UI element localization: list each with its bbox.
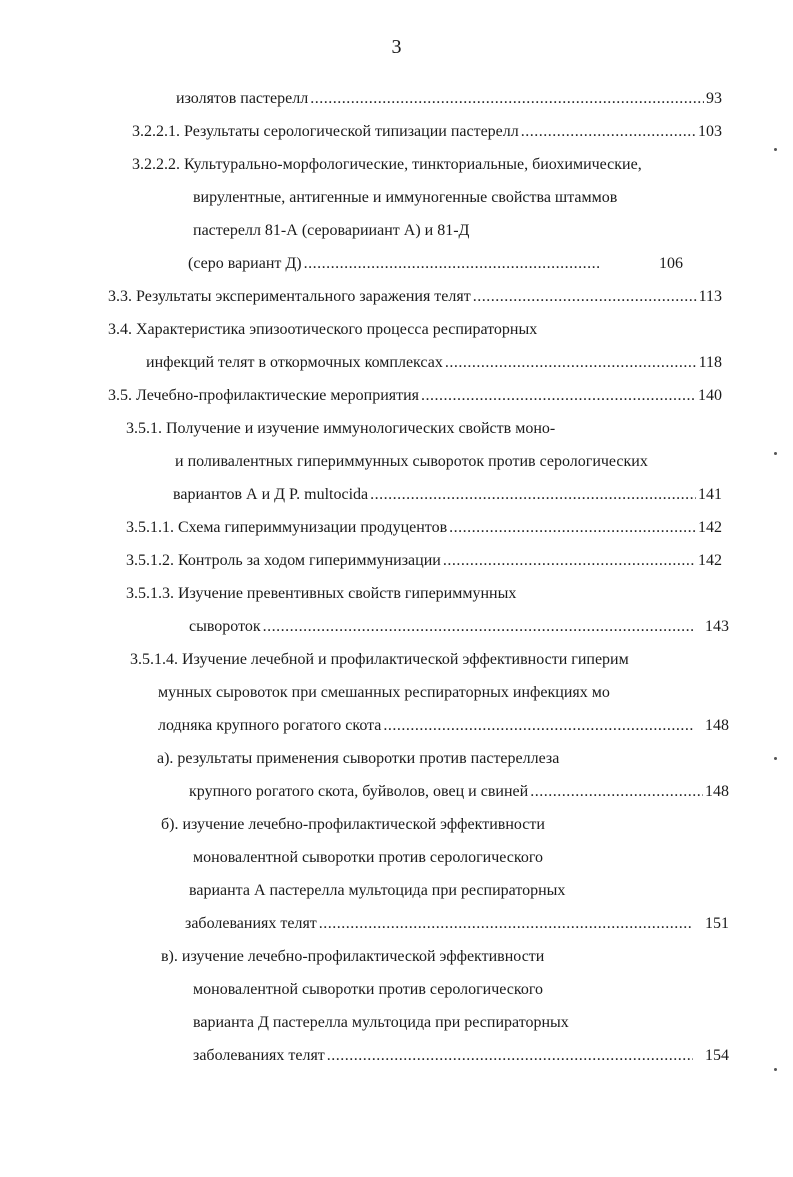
toc-leader — [327, 1045, 693, 1067]
toc-entry — [189, 616, 729, 638]
toc-entry — [132, 121, 722, 143]
toc-leader — [310, 88, 704, 110]
toc-entry — [161, 814, 545, 836]
toc-entry — [157, 748, 559, 770]
toc-leader — [445, 352, 697, 374]
toc-entry — [189, 880, 565, 902]
toc-entry-title: 3.4. Характеристика эпизоотического процесса респираторных — [108, 321, 538, 338]
scan-speck — [774, 1068, 777, 1071]
toc-entry — [176, 88, 722, 110]
toc-entry-title: а). результаты применения сыворотки против пастереллеза — [157, 750, 560, 767]
toc-page-number: 93 — [706, 90, 722, 107]
toc-page-number: 141 — [698, 486, 722, 503]
scan-speck — [774, 452, 777, 455]
toc-leader — [319, 913, 693, 935]
toc-entry — [126, 517, 722, 539]
page-number: 3 — [391, 36, 402, 58]
toc-entry-title: 3.2.2.1. Результаты серологической типизации пастерелл — [132, 123, 519, 140]
toc-page-number: 154 — [705, 1047, 729, 1064]
toc-page-number: 148 — [705, 717, 729, 734]
toc-entry — [193, 979, 543, 1001]
toc-page-number: 142 — [698, 519, 722, 536]
toc-entry-title: 3.2.2.2. Культурально-морфологические, тинкториальные, биохимические, — [132, 156, 642, 173]
toc-entry-title: 3.5.1. Получение и изучение иммунологических свойств моно- — [126, 420, 556, 437]
toc-leader — [304, 253, 599, 275]
toc-entry-title: 3.5.1.4. Изучение лечебной и профилактической эффективности гиперим — [130, 651, 629, 668]
toc-entry-title: (серо вариант Д) — [188, 255, 302, 272]
toc-entry-title: пастерелл 81-А (сероварииант А) и 81-Д — [193, 222, 470, 239]
toc-entry — [146, 352, 722, 374]
toc-entry-title: лодняка крупного рогатого скота — [158, 717, 382, 734]
toc-leader — [521, 121, 696, 143]
toc-leader — [449, 517, 696, 539]
toc-entry-title: изолятов пастерелл — [176, 90, 309, 107]
toc-entry — [185, 913, 729, 935]
toc-entry — [193, 220, 469, 242]
toc-page-number: 151 — [705, 915, 729, 932]
toc-entry-title: вирулентные, антигенные и иммуногенные свойства штаммов — [193, 189, 618, 206]
toc-entry — [132, 154, 642, 176]
toc-entry — [126, 550, 722, 572]
toc-entry-title: и поливалентных гипериммунных сывороток против серологических — [175, 453, 648, 470]
toc-page-number: 106 — [659, 255, 683, 272]
toc-leader — [263, 616, 693, 638]
toc-entry-title: 3.5.1.1. Схема гипериммунизации продуцентов — [126, 519, 448, 536]
toc-entry — [193, 1045, 729, 1067]
toc-entry-title: 3.5.1.3. Изучение превентивных свойств гипериммунных — [126, 585, 517, 602]
toc-leader — [530, 781, 703, 803]
toc-entry — [108, 319, 537, 341]
toc-leader — [473, 286, 697, 308]
toc-entry — [188, 253, 683, 275]
toc-leader — [370, 484, 696, 506]
toc-entry — [126, 418, 555, 440]
toc-entry-title: варианта А пастерелла мультоцида при респираторных — [189, 882, 566, 899]
toc-entry — [130, 649, 629, 671]
toc-entry — [126, 583, 516, 605]
toc-entry-title: 3.5.1.2. Контроль за ходом гипериммунизации — [126, 552, 441, 569]
toc-entry — [108, 385, 722, 407]
toc-page-number: 143 — [705, 618, 729, 635]
toc-entry — [175, 451, 648, 473]
toc-entry-title: 3.3. Результаты экспериментального заражения телят — [108, 288, 471, 305]
toc-page-number: 118 — [698, 354, 722, 371]
toc-leader — [443, 550, 696, 572]
toc-entry-title: варианта Д пастерелла мультоцида при респираторных — [193, 1014, 569, 1031]
toc-entry-title: моновалентной сыворотки против серологического — [193, 981, 543, 998]
toc-entry — [193, 1012, 569, 1034]
toc-entry-title: в). изучение лечебно-профилактической эффективности — [161, 948, 545, 965]
toc-page-number: 142 — [698, 552, 722, 569]
toc-entry-title: заболеваниях телят — [185, 915, 317, 932]
toc-page-number: 140 — [698, 387, 722, 404]
toc-entry-title: мунных сыровоток при смешанных респираторных инфекциях мо — [158, 684, 610, 701]
toc-page-number: 148 — [705, 783, 729, 800]
toc-entry — [193, 847, 543, 869]
scan-speck — [774, 757, 777, 760]
toc-entry — [173, 484, 722, 506]
toc-entry-title: сывороток — [189, 618, 261, 635]
toc-page-number: 113 — [698, 288, 722, 305]
toc-entry — [189, 781, 729, 803]
toc-page-number: 103 — [698, 123, 722, 140]
toc-entry — [108, 286, 722, 308]
toc-entry-title: крупного рогатого скота, буйволов, овец и свиней — [189, 783, 529, 800]
toc-entry — [158, 715, 729, 737]
toc-entry-title: инфекций телят в откормочных комплексах — [146, 354, 443, 371]
toc-entry-title: б). изучение лечебно-профилактической эффективности — [161, 816, 545, 833]
toc-entry-title: моновалентной сыворотки против серологического — [193, 849, 543, 866]
toc-leader — [383, 715, 695, 737]
toc-leader — [421, 385, 696, 407]
toc-entry — [158, 682, 610, 704]
toc-entry — [193, 187, 617, 209]
toc-entry-title: 3.5. Лечебно-профилактические мероприятия — [108, 387, 420, 404]
toc-entry-title: заболеваниях телят — [193, 1047, 325, 1064]
toc-entry-title: вариантов А и Д P. multocida — [173, 486, 369, 503]
scan-speck — [774, 148, 777, 151]
toc-entry — [161, 946, 544, 968]
